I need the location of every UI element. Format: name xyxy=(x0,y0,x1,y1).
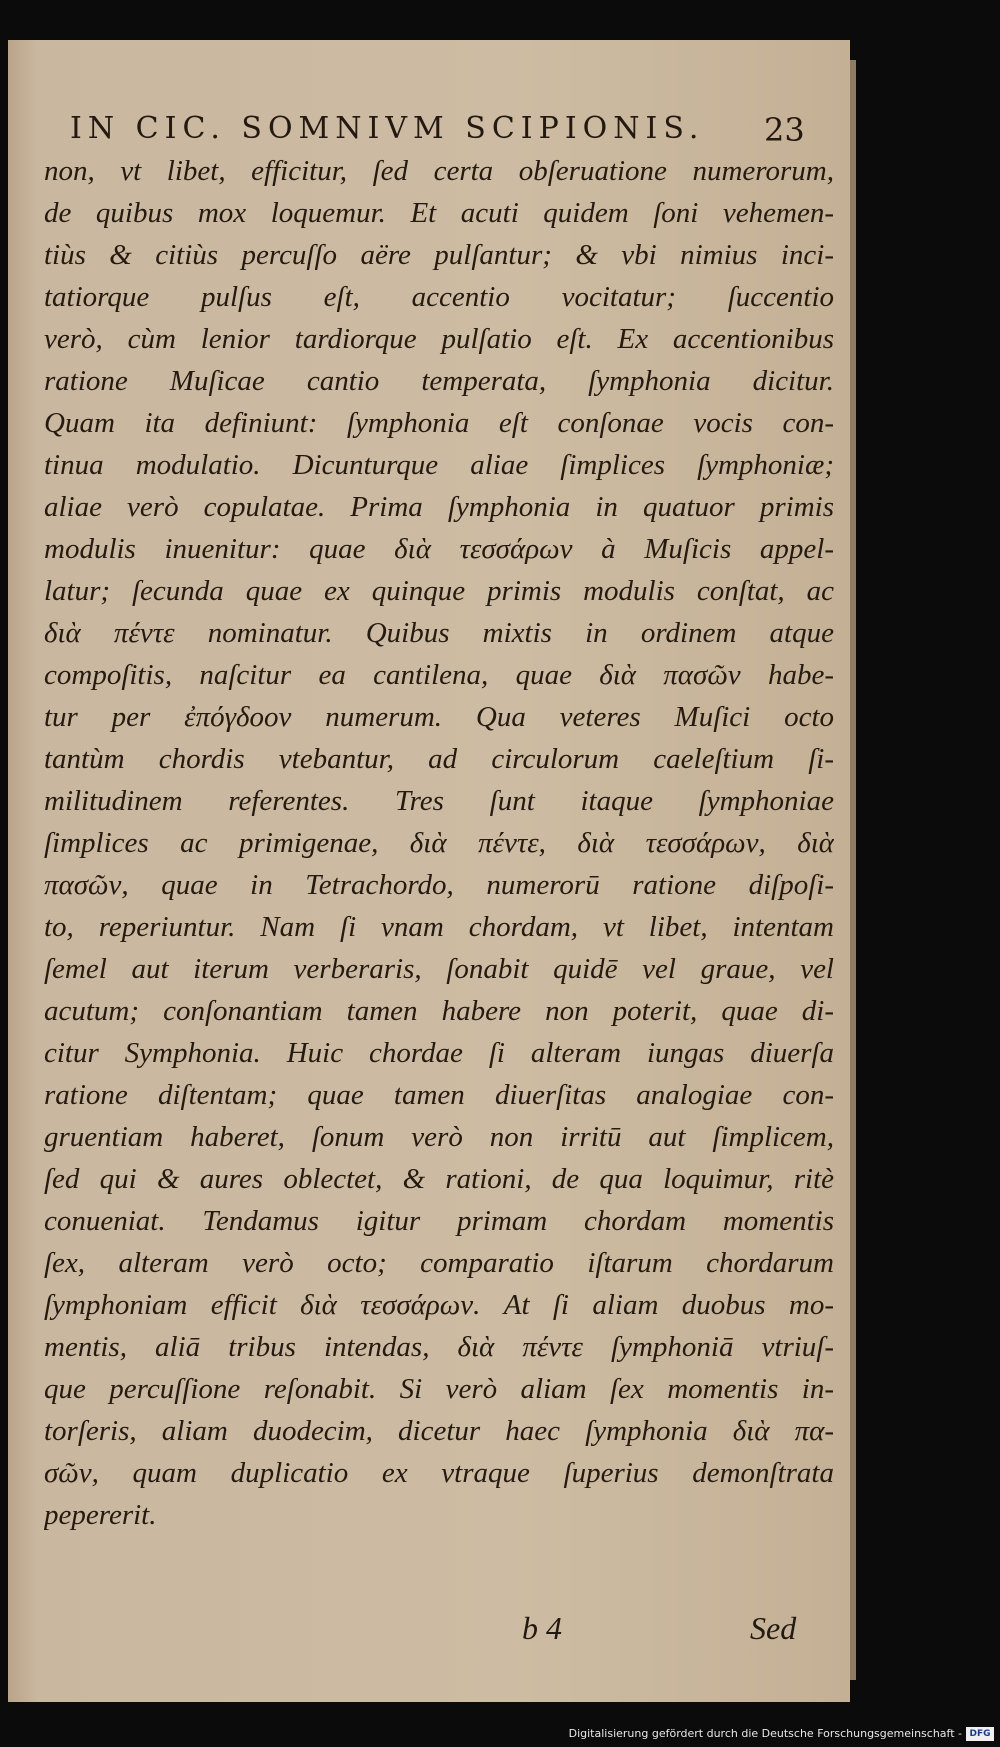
text-line: latur; ſecunda quae ex quinque primis modulis conſtat, ac xyxy=(44,575,834,607)
book-page xyxy=(8,40,850,1702)
body-text xyxy=(44,150,834,1536)
text-line: non, vt libet, efficitur, ſed certa obſeruatione numerorum, xyxy=(44,155,834,187)
page-header xyxy=(8,105,850,155)
text-line: tatiorque pulſus eſt, accentio vocitatur; ſuccentio xyxy=(44,281,834,313)
text-line: Quam ita definiunt: ſymphonia eſt conſonae vocis con- xyxy=(44,407,834,439)
page-footer xyxy=(8,1610,850,1660)
text-line: conueniat. Tendamus igitur primam chordam momentis xyxy=(44,1205,834,1237)
text-line: ſymphoniam efficit διὰ τεσσάρων. At ſi aliam duobus mo- xyxy=(44,1289,834,1321)
text-line: acutum; conſonantiam tamen habere non poterit, quae di- xyxy=(44,995,834,1027)
text-line: torſeris, aliam duodecim, dicetur haec ſymphonia διὰ πα- xyxy=(44,1415,834,1447)
credit-text: Digitalisierung gefördert durch die Deutsche Forschungsgemeinschaft - xyxy=(568,1727,962,1740)
text-line: citur Symphonia. Huic chordae ſi alteram iungas diuerſa xyxy=(44,1037,834,1069)
text-line: ſed qui & aures oblectet, & rationi, de qua loquimur, ritè xyxy=(44,1163,834,1195)
text-line: aliae verò copulatae. Prima ſymphonia in quatuor primis xyxy=(44,491,834,523)
page-edge-shadow xyxy=(850,60,856,1680)
dfg-logo-icon: DFG xyxy=(966,1727,994,1741)
text-line: πασῶν, quae in Tetrachordo, numerorū ratione diſpoſi- xyxy=(44,869,834,901)
credit-bar xyxy=(0,1723,1000,1747)
text-line: gruentiam haberet, ſonum verò non irritū aut ſimplicem, xyxy=(44,1121,834,1153)
text-line: tiùs & citiùs percuſſo aëre pulſantur; & vbi nimius inci- xyxy=(44,239,834,271)
text-line: tantùm chordis vtebantur, ad circulorum caeleſtium ſi- xyxy=(44,743,834,775)
text-line: que percuſſione reſonabit. Si verò aliam ſex momentis in- xyxy=(44,1373,834,1405)
text-line: militudinem referentes. Tres ſunt itaque ſymphoniae xyxy=(44,785,834,817)
signature-mark: b 4 xyxy=(522,1610,562,1646)
text-line: verò, cùm lenior tardiorque pulſatio eſt. Ex accentionibus xyxy=(44,323,834,355)
text-line: to, reperiuntur. Nam ſi vnam chordam, vt libet, intentam xyxy=(44,911,834,943)
text-line: compoſitis, naſcitur ea cantilena, quae διὰ πασῶν habe- xyxy=(44,659,834,691)
text-line: modulis inuenitur: quae διὰ τεσσάρων à Muſicis appel- xyxy=(44,533,834,565)
text-line: ſemel aut iterum verberaris, ſonabit quidē vel graue, vel xyxy=(44,953,834,985)
text-line: ratione diſtentam; quae tamen diuerſitas analogiae con- xyxy=(44,1079,834,1111)
text-line: de quibus mox loquemur. Et acuti quidem ſoni vehemen- xyxy=(44,197,834,229)
text-line: ſimplices ac primigenae, διὰ πέντε, διὰ τεσσάρων, διὰ xyxy=(44,827,834,859)
text-line: tinua modulatio. Dicunturque aliae ſimplices ſymphoniæ; xyxy=(44,449,834,481)
text-line: διὰ πέντε nominatur. Quibus mixtis in ordinem atque xyxy=(44,617,834,649)
text-line: tur per ἐπόγδοον numerum. Qua veteres Muſici octo xyxy=(44,701,834,733)
text-line: pepererit. xyxy=(44,1499,157,1531)
catchword: Sed xyxy=(750,1610,797,1646)
text-line: mentis, aliā tribus intendas, διὰ πέντε ſymphoniā vtriuſ- xyxy=(44,1331,834,1363)
text-line: σῶν, quam duplicatio ex vtraque ſuperius demonſtrata xyxy=(44,1457,834,1489)
text-line: ratione Muſicae cantio temperata, ſymphonia dicitur. xyxy=(44,365,834,397)
running-head: IN CIC. SOMNIVM SCIPIONIS. xyxy=(70,111,705,146)
text-line: ſex, alteram verò octo; comparatio iſtarum chordarum xyxy=(44,1247,834,1279)
page-number: 23 xyxy=(764,111,805,149)
